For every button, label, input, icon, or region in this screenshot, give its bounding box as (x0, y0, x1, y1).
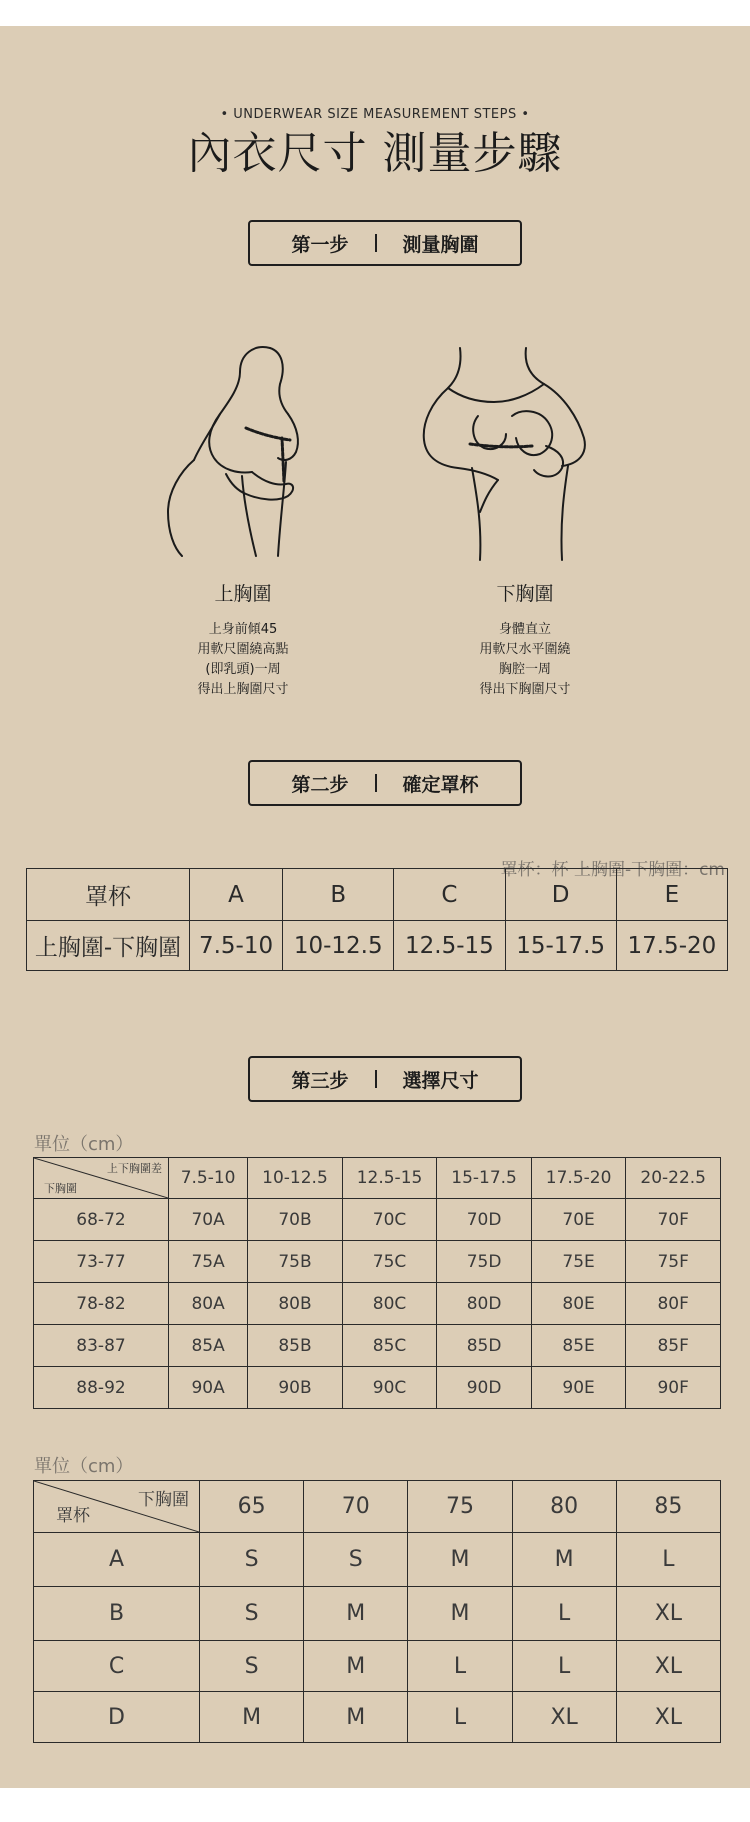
lower-bust-title: 下胸圍 (496, 583, 554, 605)
diff-row (27, 921, 728, 971)
diff-row-label: 上胸圍-下胸圍 (27, 921, 190, 971)
size-row (34, 1283, 721, 1325)
size-cell: 70B (248, 1199, 343, 1241)
size-cell: 85B (248, 1325, 343, 1367)
fit-cell: S (200, 1641, 304, 1692)
fit-cell: XL (512, 1692, 616, 1743)
diff-cell: 10-12.5 (283, 921, 394, 971)
upper-bust-caption (163, 579, 323, 700)
size-cell: 70C (342, 1199, 437, 1241)
size-table (33, 1157, 721, 1409)
step-3-badge (248, 1056, 522, 1102)
size-cell: 75C (342, 1241, 437, 1283)
fit-row (34, 1692, 721, 1743)
size-cell: 80C (342, 1283, 437, 1325)
size-cell: 70E (531, 1199, 626, 1241)
fit-cell: XL (616, 1641, 720, 1692)
size-cell: 75B (248, 1241, 343, 1283)
size-cell: 80F (626, 1283, 721, 1325)
fit-table-unit: 單位（cm） (34, 1456, 134, 1477)
step-1-action: 測量胸圍 (402, 233, 479, 256)
step-2-badge (248, 760, 522, 806)
size-row (34, 1325, 721, 1367)
size-header: 10-12.5 (248, 1158, 343, 1199)
size-cell: 80E (531, 1283, 626, 1325)
lower-bust-line: 用軟尺水平圍繞 (479, 642, 571, 657)
fit-cell: L (408, 1641, 512, 1692)
step-2-label: 第二步 (291, 773, 349, 796)
size-cell: 90F (626, 1367, 721, 1409)
size-cell: 85E (531, 1325, 626, 1367)
lower-bust-caption (445, 579, 605, 700)
size-cell: 75A (169, 1241, 248, 1283)
step-divider (375, 774, 377, 792)
fit-table (33, 1480, 721, 1743)
page-eyebrow: • UNDERWEAR SIZE MEASUREMENT STEPS • (220, 107, 530, 122)
upper-bust-illustration (160, 342, 330, 567)
size-corner-bottom: 下胸圍 (44, 1182, 77, 1195)
size-cell: 70D (437, 1199, 532, 1241)
fit-corner-cell (34, 1481, 200, 1533)
size-corner-cell (34, 1158, 169, 1199)
step-3-label: 第三步 (291, 1069, 349, 1092)
size-header: 12.5-15 (342, 1158, 437, 1199)
size-band: 83-87 (34, 1325, 169, 1367)
size-cell: 70A (169, 1199, 248, 1241)
fit-header: 85 (616, 1481, 720, 1533)
size-header: 17.5-20 (531, 1158, 626, 1199)
fit-cell: M (408, 1587, 512, 1641)
cup-table (26, 868, 728, 971)
size-cell: 80B (248, 1283, 343, 1325)
size-cell: 70F (626, 1199, 721, 1241)
fit-row (34, 1641, 721, 1692)
fit-cup: C (34, 1641, 200, 1692)
upper-bust-line: 得出上胸圍尺寸 (197, 682, 289, 697)
size-cell: 90E (531, 1367, 626, 1409)
size-header: 7.5-10 (169, 1158, 248, 1199)
fit-cell: XL (616, 1587, 720, 1641)
fit-cup: B (34, 1587, 200, 1641)
upper-bust-title: 上胸圍 (214, 583, 272, 605)
diff-cell: 17.5-20 (616, 921, 727, 971)
fit-corner-bottom: 罩杯 (56, 1506, 90, 1526)
fit-cell: M (304, 1692, 408, 1743)
fit-header: 70 (304, 1481, 408, 1533)
step-3-action: 選擇尺寸 (402, 1069, 479, 1092)
size-cell: 75D (437, 1241, 532, 1283)
step-1-badge (248, 220, 522, 266)
size-cell: 85D (437, 1325, 532, 1367)
cup-cell: E (616, 869, 727, 921)
size-header-row (34, 1158, 721, 1199)
size-cell: 80A (169, 1283, 248, 1325)
step-divider (375, 1070, 377, 1088)
size-cell: 85A (169, 1325, 248, 1367)
size-cell: 85F (626, 1325, 721, 1367)
fit-cell: L (512, 1641, 616, 1692)
size-cell: 75F (626, 1241, 721, 1283)
fit-cell: L (512, 1587, 616, 1641)
cup-cell: A (190, 869, 283, 921)
step-1-label: 第一步 (291, 233, 349, 256)
diff-cell: 7.5-10 (190, 921, 283, 971)
cup-note: 罩杯：杯 上胸圍-下胸圍：cm (500, 860, 725, 880)
size-band: 78-82 (34, 1283, 169, 1325)
content-panel (0, 26, 750, 1788)
fit-row (34, 1533, 721, 1587)
size-cell: 80D (437, 1283, 532, 1325)
cup-cell: D (505, 869, 616, 921)
size-header: 15-17.5 (437, 1158, 532, 1199)
lower-bust-line: 身體直立 (498, 622, 551, 637)
size-cell: 75E (531, 1241, 626, 1283)
upper-bust-line: (即乳頭)一周 (205, 662, 281, 677)
size-row (34, 1241, 721, 1283)
size-cell: 90A (169, 1367, 248, 1409)
cup-cell: C (394, 869, 505, 921)
upper-bust-line: 用軟尺圍繞高點 (197, 642, 289, 657)
fit-cell: M (512, 1533, 616, 1587)
fit-corner-top: 下胸圍 (138, 1490, 189, 1510)
size-header: 20-22.5 (626, 1158, 721, 1199)
lower-bust-line: 胸腔一周 (498, 662, 551, 677)
size-corner-top: 上下胸圍差 (107, 1162, 162, 1175)
fit-cell: M (200, 1692, 304, 1743)
cup-cell: B (283, 869, 394, 921)
size-band: 88-92 (34, 1367, 169, 1409)
fit-cup: D (34, 1692, 200, 1743)
size-band: 73-77 (34, 1241, 169, 1283)
size-row (34, 1367, 721, 1409)
fit-cell: M (304, 1641, 408, 1692)
fit-row (34, 1587, 721, 1641)
size-cell: 85C (342, 1325, 437, 1367)
lower-bust-line: 得出下胸圍尺寸 (479, 682, 571, 697)
step-divider (375, 234, 377, 252)
size-row (34, 1199, 721, 1241)
fit-cell: M (304, 1587, 408, 1641)
fit-header-row (34, 1481, 721, 1533)
lower-bust-illustration (418, 342, 598, 567)
cup-row-label: 罩杯 (27, 869, 190, 921)
diff-cell: 12.5-15 (394, 921, 505, 971)
size-band: 68-72 (34, 1199, 169, 1241)
diff-cell: 15-17.5 (505, 921, 616, 971)
size-cell: 90D (437, 1367, 532, 1409)
step-2-action: 確定罩杯 (402, 773, 479, 796)
fit-cell: L (408, 1692, 512, 1743)
cup-row (27, 869, 728, 921)
page-title: 內衣尺寸 測量步驟 (187, 128, 563, 179)
fit-cell: XL (616, 1692, 720, 1743)
fit-cell: S (200, 1533, 304, 1587)
upper-bust-line: 上身前傾45 (208, 622, 278, 637)
fit-cup: A (34, 1533, 200, 1587)
fit-cell: M (408, 1533, 512, 1587)
fit-header: 80 (512, 1481, 616, 1533)
size-cell: 90C (342, 1367, 437, 1409)
fit-header: 75 (408, 1481, 512, 1533)
fit-cell: S (304, 1533, 408, 1587)
size-table-unit: 單位（cm） (34, 1134, 134, 1155)
size-cell: 90B (248, 1367, 343, 1409)
fit-cell: S (200, 1587, 304, 1641)
fit-header: 65 (200, 1481, 304, 1533)
fit-cell: L (616, 1533, 720, 1587)
